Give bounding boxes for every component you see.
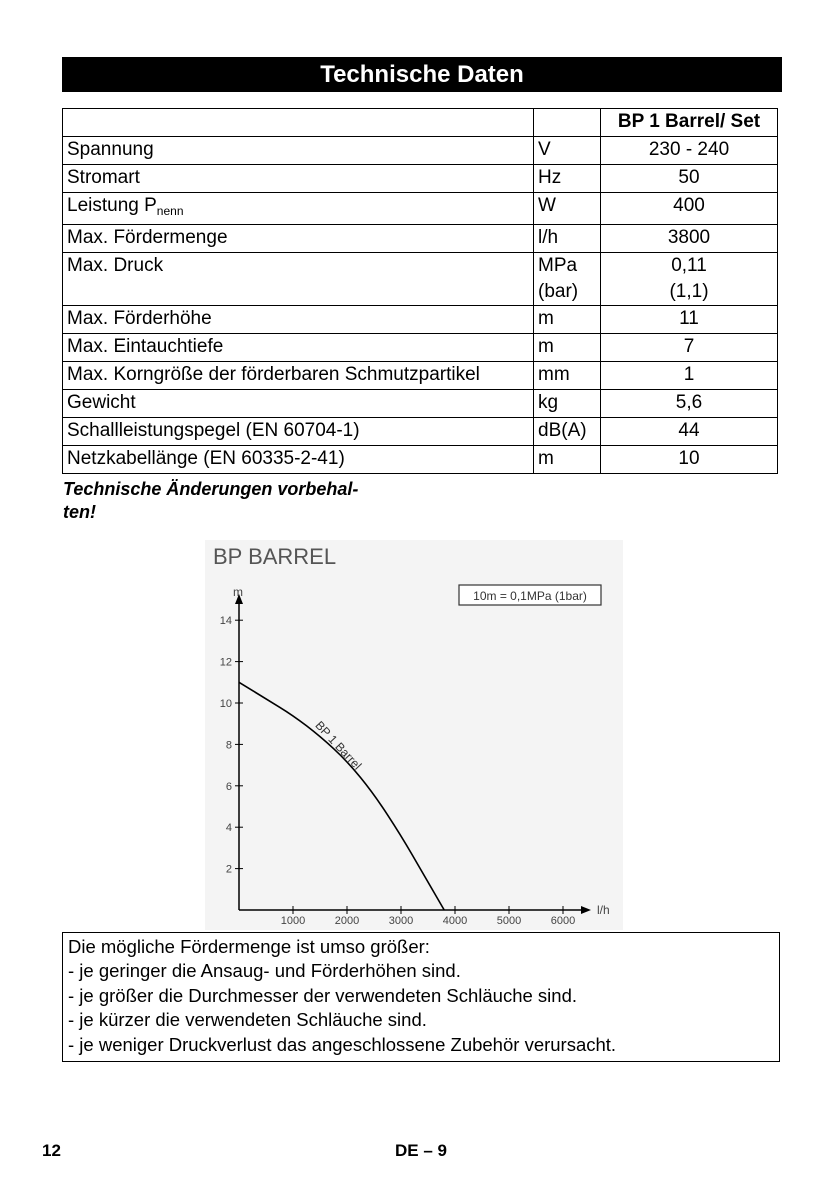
row-label: Max. Fördermenge [63,225,534,253]
row-unit: m [534,446,601,474]
row-label: Max. Korngröße der förderbaren Schmutzpartikel [63,362,534,390]
row-value: 50 [601,165,778,193]
row-value: 1 [601,362,778,390]
legend-note-text: 10m = 0,1MPa (1bar) [473,589,587,603]
table-row [63,334,778,362]
page-number: 12 [42,1141,61,1160]
chart-title: BP BARREL [213,544,337,569]
row-label-text: Leistung P [67,195,157,216]
y-tick-label: 12 [219,656,232,669]
row-label: Gewicht [63,390,534,418]
row-unit: mm [534,362,601,390]
table-row [63,137,778,165]
y-axis-label: m [233,585,243,599]
table-row [63,418,778,446]
row-unit: m [534,306,601,334]
table-header-row [63,109,778,137]
row-label: Stromart [63,165,534,193]
series-label: BP 1 Barrel [312,718,365,773]
row-label: Schallleistungspegel (EN 60704-1) [63,418,534,446]
row-label: Max. Förderhöhe [63,306,534,334]
table-row [63,225,778,253]
table-header-cell [63,109,534,137]
row-label: Max. Eintauchtiefe [63,334,534,362]
tech-data-table [62,108,778,474]
row-value: 3800 [601,225,778,253]
info-line: - je kürzer die verwendeten Schläuche sind. [68,1009,427,1031]
row-value: 5,6 [601,390,778,418]
row-unit: l/h [534,225,601,253]
table-row [63,193,778,225]
row-unit: V [534,137,601,165]
change-notice [63,478,403,524]
change-notice-line: Technische Änderungen vorbehal- [63,479,359,499]
model-header: BP 1 Barrel/ Set [601,109,778,137]
row-value: 10 [601,446,778,474]
row-value: 44 [601,418,778,446]
row-unit: m [534,334,601,362]
row-unit [534,253,601,306]
row-label [63,193,534,225]
row-unit: Hz [534,165,601,193]
info-box [62,932,780,1062]
table-row [63,446,778,474]
row-label: Max. Druck [63,253,534,306]
table-row [63,253,778,306]
pump-curve-chart [205,540,623,930]
table-header-cell [534,109,601,137]
y-tick-label: 8 [225,739,232,752]
row-value-line: (1,1) [669,281,709,302]
x-tick-label: 6000 [550,915,576,927]
x-tick-label: 2000 [334,915,360,927]
page-title: Technische Daten [62,57,782,92]
info-line: - je geringer die Ansaug- und Förderhöhen sind. [68,960,461,982]
row-unit-line: (bar) [538,281,579,302]
info-line: - je weniger Druckverlust das angeschlossene Zubehör verursacht. [68,1033,617,1055]
y-tick-label: 6 [225,780,232,793]
x-axis-label: l/h [597,903,610,917]
row-value: 7 [601,334,778,362]
x-tick-label: 5000 [496,915,522,927]
row-value: 400 [601,193,778,225]
table-row [63,165,778,193]
pump-curve-svg [205,540,623,930]
x-tick-label: 4000 [442,915,468,927]
x-tick-label: 1000 [280,915,306,927]
row-label: Netzkabellänge (EN 60335-2-41) [63,446,534,474]
table-row [63,362,778,390]
info-line: Die mögliche Fördermenge ist umso größer: [68,936,430,957]
row-unit: W [534,193,601,225]
row-label: Spannung [63,137,534,165]
change-notice-line: ten! [63,502,96,522]
row-unit: dB(A) [534,418,601,446]
row-unit-line: MPa [538,255,578,276]
info-line: - je größer die Durchmesser der verwendeten Schläuche sind. [68,984,577,1006]
row-value [601,253,778,306]
y-tick-label: 10 [219,698,232,710]
y-tick-label: 14 [219,615,232,628]
row-value: 11 [601,306,778,334]
table-row [63,390,778,418]
row-label-subscript: nenn [156,204,184,218]
row-unit: kg [534,390,601,418]
row-value-line: 0,11 [671,255,707,276]
y-tick-label: 2 [225,863,232,876]
table-row [63,306,778,334]
x-tick-label: 3000 [388,915,414,927]
y-tick-label: 4 [225,822,232,835]
page-label: DE – 9 [395,1141,447,1160]
row-value: 230 - 240 [601,137,778,165]
